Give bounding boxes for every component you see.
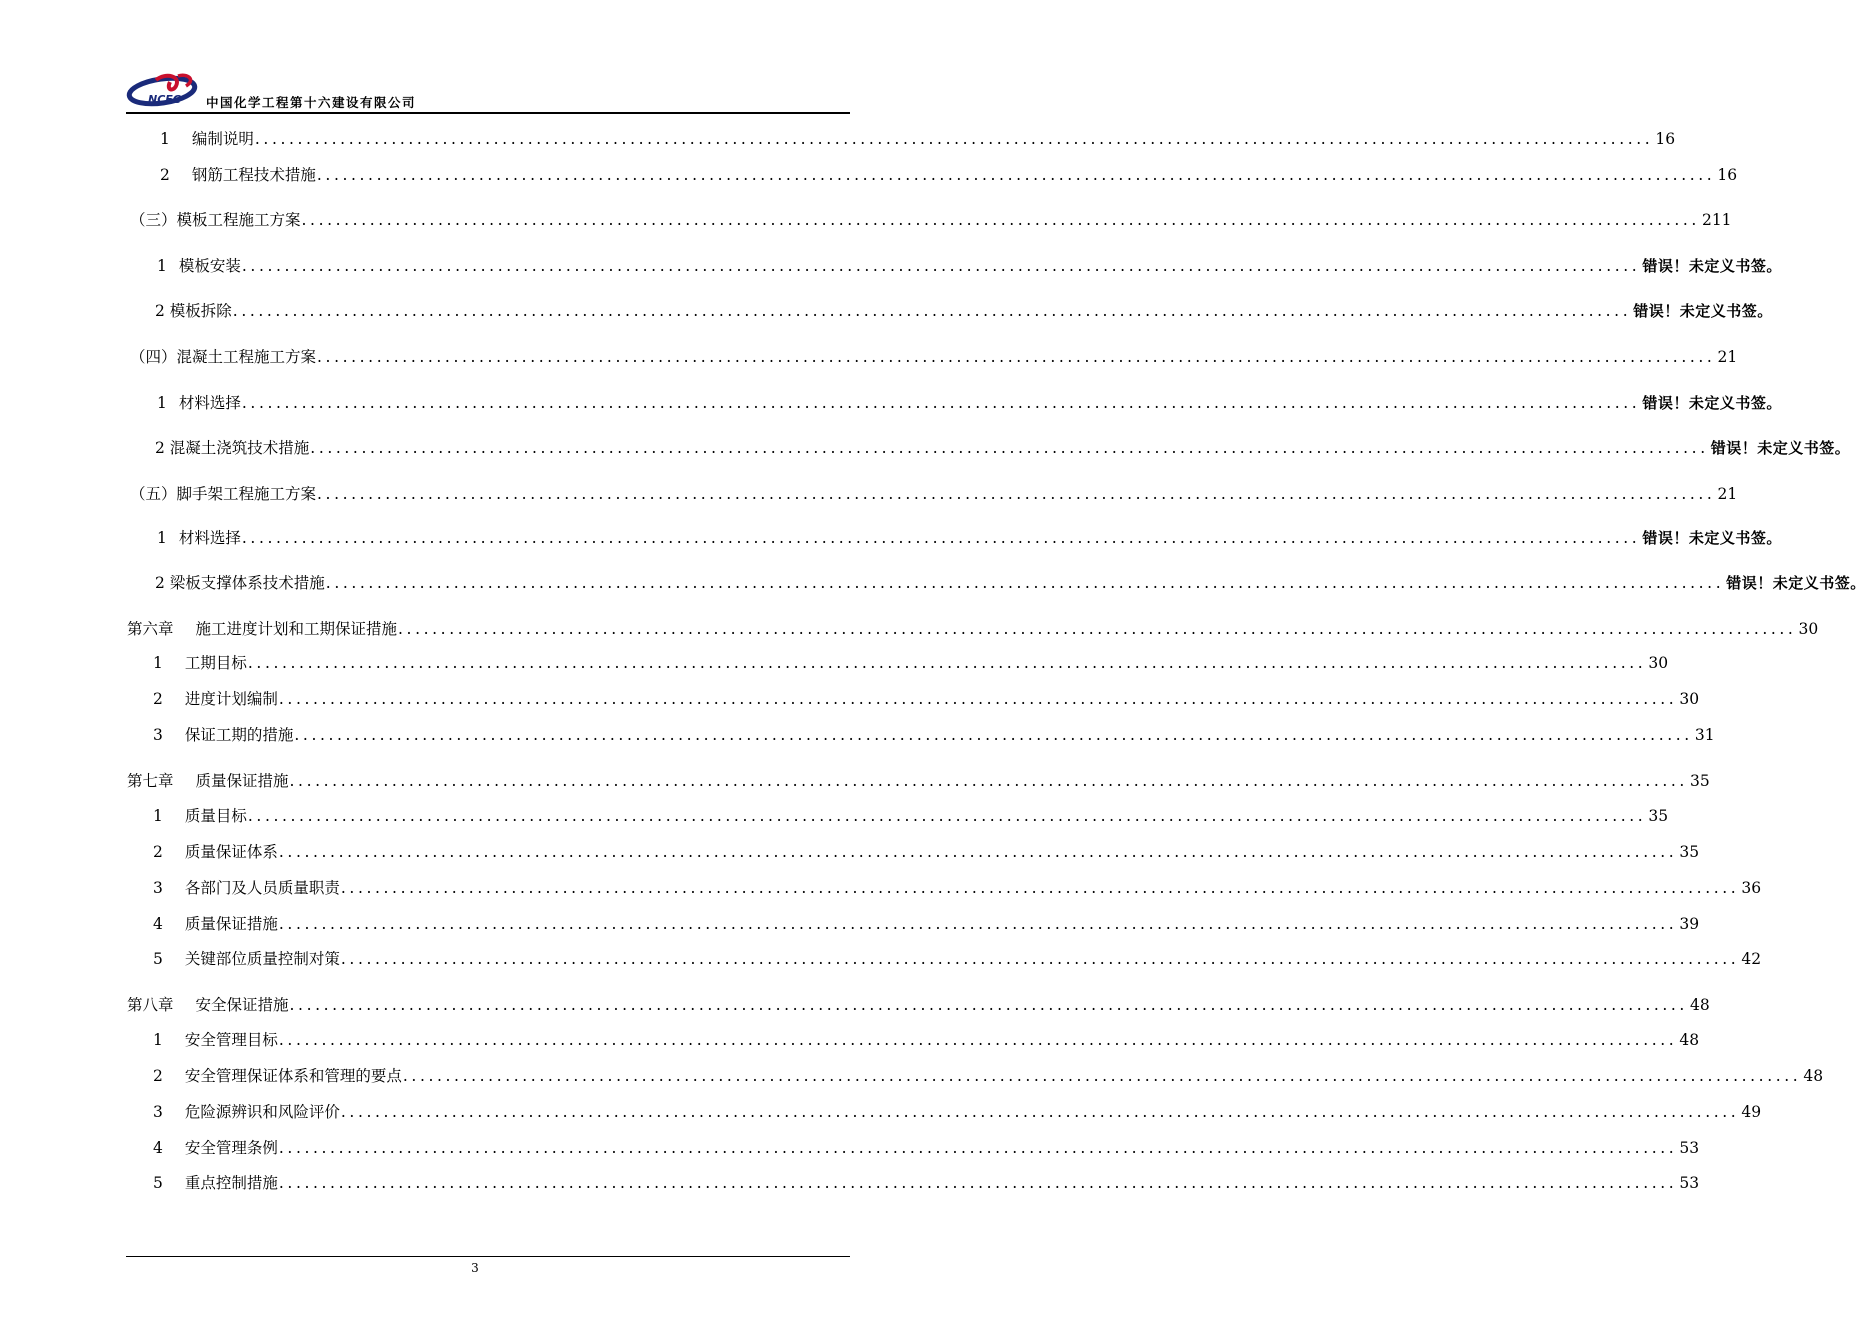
toc-dot-leader: .................................................................................................................................................................... xyxy=(241,394,1641,412)
toc-entry-page: 49 xyxy=(1741,1103,1762,1121)
toc-dot-leader: .................................................................................................................................................................... xyxy=(325,574,1725,592)
toc-entry[interactable] xyxy=(157,254,1782,278)
toc-entry-number: 3 xyxy=(153,879,163,897)
logo-text: NCEC xyxy=(148,93,181,106)
toc-entry-title: 编制说明 xyxy=(191,130,254,148)
toc-entry-page: 21 xyxy=(1717,348,1738,366)
toc-entry[interactable] xyxy=(130,345,1738,369)
toc-entry-page: 30 xyxy=(1648,654,1669,672)
toc-dot-leader: .................................................................................................................................................................... xyxy=(340,1103,1740,1121)
toc-entry-page: 48 xyxy=(1679,1031,1700,1049)
toc-dot-leader: .................................................................................................................................................................... xyxy=(278,1174,1678,1192)
toc-entry-title: 2 混凝土浇筑技术措施 xyxy=(155,439,310,457)
toc-entry-page: 16 xyxy=(1655,130,1676,148)
toc-entry-number: 4 xyxy=(153,1139,163,1157)
toc-entry[interactable] xyxy=(127,617,1819,641)
toc-entry[interactable] xyxy=(153,723,1715,747)
toc-entry-number: 1 xyxy=(153,1031,163,1049)
toc-dot-leader: .................................................................................................................................................................... xyxy=(247,807,1647,825)
toc-entry-page: 错误！未定义书签。 xyxy=(1642,529,1782,547)
toc-entry-title: （五）脚手架工程施工方案 xyxy=(130,485,317,503)
toc-dot-leader: .................................................................................................................................................................... xyxy=(278,843,1678,861)
page-number: 3 xyxy=(471,1261,479,1275)
toc-entry-number: 2 xyxy=(153,1067,163,1085)
toc-dot-leader: .................................................................................................................................................................... xyxy=(301,211,1700,229)
toc-entry-page: 53 xyxy=(1679,1174,1700,1192)
toc-entry-title: 进度计划编制 xyxy=(184,690,278,708)
toc-dot-leader: .................................................................................................................................................................... xyxy=(241,257,1641,275)
toc-dot-leader: .................................................................................................................................................................... xyxy=(278,1031,1678,1049)
toc-entry[interactable] xyxy=(130,208,1732,232)
toc-entry[interactable] xyxy=(153,1136,1700,1160)
toc-entry-number: 4 xyxy=(153,915,163,933)
toc-entry-page: 30 xyxy=(1798,620,1819,638)
toc-entry-number: 1 xyxy=(153,654,163,672)
toc-entry-title: 质量目标 xyxy=(184,807,247,825)
toc-entry-number: 1 xyxy=(157,529,167,547)
page-header xyxy=(126,74,850,114)
toc-entry-title: （三）模板工程施工方案 xyxy=(130,211,301,229)
toc-dot-leader: .................................................................................................................................................................... xyxy=(310,439,1709,457)
toc-entry-title: 施工进度计划和工期保证措施 xyxy=(195,620,398,638)
toc-entry-title: 2 模板拆除 xyxy=(155,302,232,320)
toc-entry[interactable] xyxy=(153,651,1669,675)
toc-entry-title: 安全保证措施 xyxy=(195,996,289,1014)
toc-dot-leader: .................................................................................................................................................................... xyxy=(289,772,1688,790)
toc-entry-number: 1 xyxy=(153,807,163,825)
toc-entry[interactable] xyxy=(153,1028,1700,1052)
toc-dot-leader: .................................................................................................................................................................... xyxy=(340,879,1740,897)
toc-entry-page: 错误！未定义书签。 xyxy=(1710,439,1851,457)
toc-entry-number: 第七章 xyxy=(127,772,174,790)
toc-dot-leader: .................................................................................................................................................................... xyxy=(316,166,1716,184)
toc-entry-number: 2 xyxy=(153,690,163,708)
toc-entry-page: 36 xyxy=(1741,879,1762,897)
toc-entry-number: 5 xyxy=(153,950,163,968)
toc-entry-page: 21 xyxy=(1717,485,1738,503)
toc-entry-title: 质量保证措施 xyxy=(184,915,278,933)
toc-entry-number: 1 xyxy=(160,130,170,148)
toc-entry[interactable] xyxy=(155,571,1866,595)
toc-entry-page: 错误！未定义书签。 xyxy=(1642,257,1782,275)
toc-entry[interactable] xyxy=(153,687,1700,711)
toc-entry-page: 42 xyxy=(1741,950,1762,968)
toc-entry[interactable] xyxy=(153,1100,1762,1124)
toc-dot-leader: .................................................................................................................................................................... xyxy=(278,915,1678,933)
toc-entry-page: 211 xyxy=(1701,211,1732,229)
toc-dot-leader: .................................................................................................................................................................... xyxy=(289,996,1688,1014)
toc-dot-leader: .................................................................................................................................................................... xyxy=(294,726,1693,744)
toc-entry-title: 重点控制措施 xyxy=(184,1174,278,1192)
toc-entry[interactable] xyxy=(127,993,1710,1017)
toc-dot-leader: .................................................................................................................................................................... xyxy=(402,1067,1802,1085)
toc-entry-number: 5 xyxy=(153,1174,163,1192)
toc-entry[interactable] xyxy=(153,912,1700,936)
toc-entry-title: 模板安装 xyxy=(178,257,241,275)
toc-entry[interactable] xyxy=(153,804,1669,828)
toc-entry-title: 各部门及人员质量职责 xyxy=(184,879,340,897)
toc-entry[interactable] xyxy=(155,299,1773,323)
toc-entry-title: 钢筋工程技术措施 xyxy=(191,166,316,184)
toc-entry-title: 安全管理目标 xyxy=(184,1031,278,1049)
toc-entry-title: 质量保证措施 xyxy=(195,772,289,790)
toc-dot-leader: .................................................................................................................................................................... xyxy=(278,690,1678,708)
toc-dot-leader: .................................................................................................................................................................... xyxy=(340,950,1740,968)
toc-entry-page: 16 xyxy=(1717,166,1738,184)
toc-entry[interactable] xyxy=(160,163,1738,187)
toc-entry-page: 48 xyxy=(1803,1067,1824,1085)
toc-dot-leader: .................................................................................................................................................................... xyxy=(317,348,1716,366)
toc-entry[interactable] xyxy=(153,1064,1824,1088)
toc-dot-leader: .................................................................................................................................................................... xyxy=(317,485,1716,503)
toc-entry[interactable] xyxy=(157,391,1782,415)
toc-entry-title: 质量保证体系 xyxy=(184,843,278,861)
toc-entry[interactable] xyxy=(153,947,1762,971)
toc-entry-page: 错误！未定义书签。 xyxy=(1642,394,1782,412)
toc-entry-page: 48 xyxy=(1689,996,1710,1014)
footer-rule xyxy=(126,1256,850,1257)
toc-entry[interactable] xyxy=(157,526,1782,550)
company-logo xyxy=(126,74,206,110)
toc-entry-number: 3 xyxy=(153,1103,163,1121)
toc-entry-title: 保证工期的措施 xyxy=(184,726,294,744)
toc-entry-title: 危险源辨识和风险评价 xyxy=(184,1103,340,1121)
toc-entry-title: 2 梁板支撑体系技术措施 xyxy=(155,574,325,592)
toc-entry-number: 2 xyxy=(160,166,170,184)
toc-entry-title: 安全管理条例 xyxy=(184,1139,278,1157)
toc-entry-title: 关键部位质量控制对策 xyxy=(184,950,340,968)
toc-entry-page: 31 xyxy=(1694,726,1715,744)
header-rule xyxy=(126,112,850,114)
toc-entry[interactable] xyxy=(153,840,1700,864)
toc-dot-leader: .................................................................................................................................................................... xyxy=(247,654,1647,672)
toc-entry[interactable] xyxy=(153,1171,1700,1195)
toc-entry-title: 材料选择 xyxy=(178,529,241,547)
toc-entry-title: 材料选择 xyxy=(178,394,241,412)
toc-entry-number: 2 xyxy=(153,843,163,861)
toc-entry[interactable] xyxy=(155,436,1851,460)
toc-entry[interactable] xyxy=(130,482,1738,506)
toc-dot-leader: .................................................................................................................................................................... xyxy=(398,620,1797,638)
toc-dot-leader: .................................................................................................................................................................... xyxy=(278,1139,1678,1157)
toc-entry[interactable] xyxy=(160,127,1676,151)
toc-entry-page: 30 xyxy=(1679,690,1700,708)
toc-entry-title: 安全管理保证体系和管理的要点 xyxy=(184,1067,402,1085)
toc-entry-page: 53 xyxy=(1679,1139,1700,1157)
company-name: 中国化学工程第十六建设有限公司 xyxy=(206,95,417,110)
toc-entry-number: 第八章 xyxy=(127,996,174,1014)
toc-entry-page: 35 xyxy=(1689,772,1710,790)
toc-entry[interactable] xyxy=(127,769,1710,793)
toc-dot-leader: .................................................................................................................................................................... xyxy=(254,130,1654,148)
toc-entry-title: （四）混凝土工程施工方案 xyxy=(130,348,317,366)
toc-entry-page: 39 xyxy=(1679,915,1700,933)
toc-entry-page: 错误！未定义书签。 xyxy=(1633,302,1773,320)
toc-dot-leader: .................................................................................................................................................................... xyxy=(232,302,1632,320)
toc-dot-leader: .................................................................................................................................................................... xyxy=(241,529,1641,547)
toc-entry-number: 1 xyxy=(157,257,167,275)
toc-entry-number: 第六章 xyxy=(127,620,174,638)
toc-entry-number: 1 xyxy=(157,394,167,412)
toc-entry-page: 错误！未定义书签。 xyxy=(1726,574,1866,592)
toc-entry[interactable] xyxy=(153,876,1762,900)
toc-entry-number: 3 xyxy=(153,726,163,744)
toc-entry-page: 35 xyxy=(1679,843,1700,861)
toc-entry-title: 工期目标 xyxy=(184,654,247,672)
toc-entry-page: 35 xyxy=(1648,807,1669,825)
